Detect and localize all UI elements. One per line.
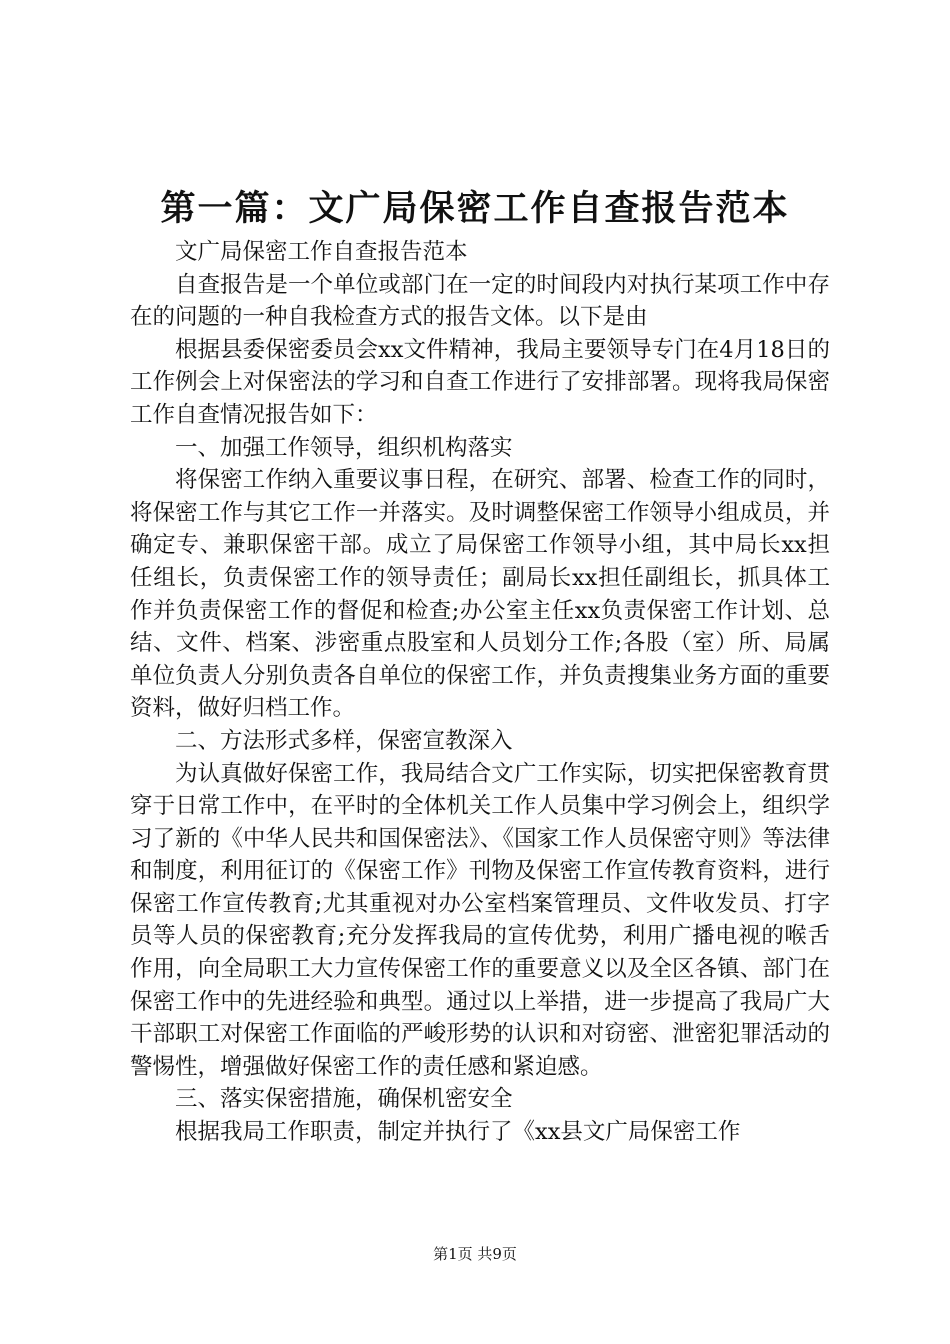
section-heading-3: 三、落实保密措施，确保机密安全 [175,1086,513,1113]
page-number-footer: 第1页 共9页 [433,1245,517,1263]
paragraph-section-2: 为认真做好保密工作，我局结合文广工作实际，切实把保密教育贯穿于日常工作中，在平时的全体机关工作人员集中学习例会上，组织学习了新的《中华人民共和国保密法》、《国家工作人员保密守则》等法律和制度，利用征订的《保密工作》刊物及保密工作宣传教育资料，进行保密工作宣传教育;尤其重视对办公室档案管理员、文件收发员、打字员等人员的保密教育;充分发挥我局的宣传优势，利用广播电视的喉舌作用，向全局职工大力宣传保密工作的重要意义以及全区各镇、部门在保密工作中的先进经验和典型。通过以上举措，进一步提高了我局广大干部职工对保密工作面临的严峻形势的认识和对窃密、泄密犯罪活动的警惕性，增强做好保密工作的责任感和紧迫感。 [130,760,830,1080]
paragraph-intro: 自查报告是一个单位或部门在一定的时间段内对执行某项工作中存在的问题的一种自我检查方式的报告文体。以下是由 [130,271,830,331]
section-heading-2: 二、方法形式多样，保密宣教深入 [175,727,513,754]
document-title: 第一篇：文广局保密工作自查报告范本 [160,188,790,229]
paragraph-background: 根据县委保密委员会xx文件精神，我局主要领导专门在4月18日的工作例会上对保密法的学习和自查工作进行了安排部署。现将我局保密工作自查情况报告如下： [130,336,830,428]
paragraph-subtitle: 文广局保密工作自查报告范本 [175,239,468,265]
paragraph-section-3: 根据我局工作职责，制定并执行了《xx县文广局保密工作 [175,1119,741,1146]
section-heading-1: 一、加强工作领导，组织机构落实 [175,434,513,461]
document-body [130,236,830,1149]
paragraph-section-1: 将保密工作纳入重要议事日程，在研究、部署、检查工作的同时，将保密工作与其它工作一并落实。及时调整保密工作领导小组成员，并确定专、兼职保密干部。成立了局保密工作领导小组，其中局长xx担任组长，负责保密工作的领导责任；副局长xx担任副组长，抓具体工作并负责保密工作的督促和检查;办公室主任xx负责保密工作计划、总结、文件、档案、涉密重点股室和人员划分工作;各股（室）所、局属单位负责人分别负责各自单位的保密工作，并负责搜集业务方面的重要资料，做好归档工作。 [130,467,830,722]
